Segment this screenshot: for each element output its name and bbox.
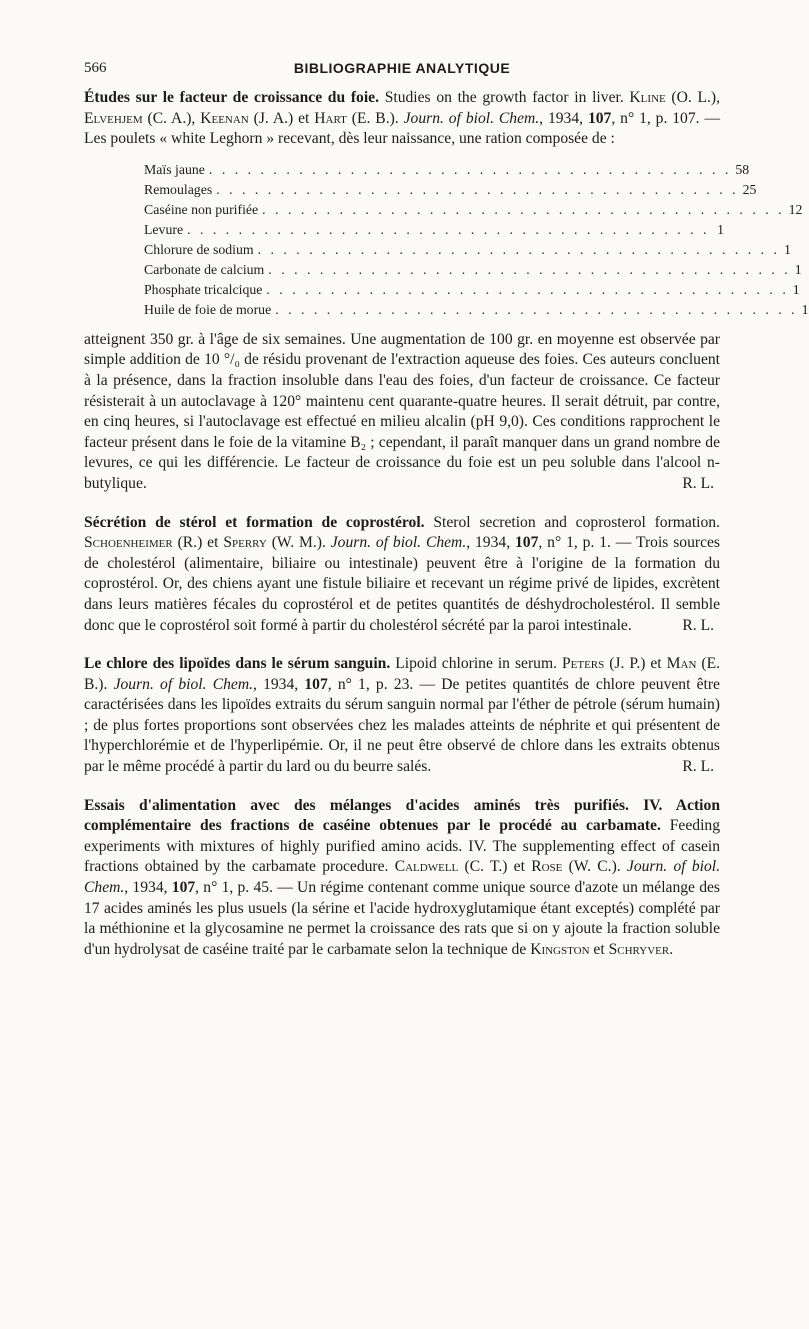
ingredient-name: Levure [144,221,184,237]
page-number: 566 [84,60,107,76]
ingredient-name: Maïs jaune [144,161,205,177]
citation-year: , 1934, [124,879,172,897]
author: Man [666,655,697,673]
citation-year: , 1934, [539,109,588,127]
author: Rose [531,858,563,876]
citation-rest: , n° 1, p. 107. — Les poulets « white Leghorn » recevant, dès leur naissance, une ration composée de : [84,109,721,148]
author: Peters [561,655,605,673]
author: Schryver [608,940,670,958]
article-amino-acid-feeding [84,796,720,961]
dot-leader: . . . . . . . . . . . . . . . . . . . . . . . . . . . . . . . . . . . . . . . . . [257,241,780,257]
dot-leader: . . . . . . . . . . . . . . . . . . . . . . . . . . . . . . . . . . . . . . . . . [268,261,791,277]
ration-row [144,240,791,260]
ingredient-name: Chlorure de sodium [144,241,254,257]
reviewer-initials: R. L. [682,758,714,776]
ingredient-name: Phosphate tricalcique [144,281,263,297]
author: Kingston [530,940,590,958]
journal-name: Journ. of biol. Chem. [84,858,720,897]
author-initials: (R.) et [172,534,224,552]
ingredient-name: Remoulages [144,181,213,197]
author: Sperry [223,534,267,552]
running-header [84,60,720,80]
english-title: Studies on the growth factor in liver. [379,89,630,106]
article-title: Essais d'alimentation avec des mélanges d'acides aminés très purifiés. IV. Action complémentaire des fractions de caséine obtenues par le procédé au carbamate. [84,796,720,835]
dot-leader: . . . . . . . . . . . . . . . . . . . . . . . . . . . . . . . . . . . . . . . . . [266,281,789,297]
author-initials: (C. T.) et [458,858,532,876]
body-text-end: . [669,940,674,958]
ingredient-quantity: 12 [788,201,803,217]
article-title: Études sur le facteur de croissance du foie. [84,89,379,106]
ration-row [144,160,750,180]
reviewer-initials: R. L. [682,616,714,634]
author: Hart [314,109,347,127]
ingredient-quantity: 1 [783,241,791,257]
author-initials: (C. A.), [142,109,201,127]
article-body [84,330,720,495]
dot-leader: . . . . . . . . . . . . . . . . . . . . . . . . . . . . . . . . . . . . . . . . . [216,181,739,197]
citation-year: , 1934, [252,675,305,693]
author-initials: (W. M.). [266,534,331,552]
article-title: Sécrétion de stérol et formation de coprostérol. [84,513,425,531]
ration-row [144,280,800,300]
volume: 107 [587,109,612,127]
volume: 107 [171,879,196,897]
ingredient-quantity: 1 [794,261,802,277]
article-intro [84,88,720,150]
journal-name: Journ. of biol. Chem. [403,109,540,127]
ingredient-quantity: 1 [717,221,724,237]
citation-year: , 1934, [466,534,515,552]
ingredient-name: Carbonate de calcium [144,261,265,277]
body-text: atteignent 350 gr. à l'âge de six semaines. Une augmentation de 100 gr. en moyenne est observée par simple addition de 10 °/₀ de résidu provenant de l'extraction aqueuse des foies. Ces auteurs concluent à la présence, dans la fraction insoluble dans l'eau des foies, d'un facteur de croissance. Ce facteur résisterait à un autoclavage à 120° maintenu cent quarante-quatre heures. Il serait détruit, par contre, en cinq heures, si l'autoclavage est effectué en milieu alcalin (pH 9,0). Ces conditions rapprochent le facteur présent dans le foie de la vitamine B₂ ; cependant, il paraît manquer dans un grand nombre de levures, ce qui les différencie. Le facteur de croissance du foie est un peu soluble dans l'alcool n-butylique. [84,330,720,492]
ration-row [144,180,757,200]
dot-leader: . . . . . . . . . . . . . . . . . . . . . . . . . . . . . . . . . . . . . . . . . [275,301,798,317]
ration-row [144,200,803,220]
author: Schoenheimer [84,534,173,552]
ration-row [144,260,802,280]
author: Keenan [200,109,249,127]
english-title: Feeding experiments with mixtures of highly purified amino acids. IV. The supplementing effect of casein fractions obtained by the carbamate procedure. [84,817,720,876]
article-liver-growth-factor [84,88,809,495]
body-text: , n° 1, p. 23. — De petites quantités de chlore peuvent être caractérisées dans les lipoïdes extraits du sérum sanguin normal par l'éther de pétrole (sérum humain) ; de plus fortes proportions sont observées chez les malades atteints de néphrite et qui présentent de l'hyperchlorémie et de l'hyperlipémie. Or, il ne peut être observé de chlore dans les extraits obtenus par le même procédé à partir du lard ou du beurre salés. [84,675,720,776]
author: Kline [629,89,666,106]
article-title: Le chlore des lipoïdes dans le sérum sanguin. [84,655,391,673]
author-initials: (O. L.), [665,89,720,106]
ingredient-name: Caséine non purifiée [144,201,259,217]
ingredient-quantity: 1 [792,281,800,297]
author: Elvehjem [84,109,143,127]
author-initials: (J. A.) et [248,109,315,127]
author-initials: (E. B.). [346,109,404,127]
english-title: Sterol secretion and coprosterol formation. [424,513,720,531]
article-lipoid-chlorine [84,654,720,778]
conjunction: et [589,940,609,958]
reviewer-initials: R. L. [682,474,714,492]
ingredient-name: Huile de foie de morue [144,301,272,317]
body-text: , n° 1, p. 45. — Un régime contenant comme unique source d'azote un mélange des 17 acides aminés les plus usuels (la sérine et l'acide hydroxyglutamique étant exceptés) complété par la méthionine et la glycosamine ne permet la croissance des rats que si on y ajoute la fraction soluble d'un hydrolysat de caséine traité par le carbamate selon la technique de [84,879,720,958]
article-text [84,654,720,778]
dot-leader: . . . . . . . . . . . . . . . . . . . . . . . . . . . . . . . . . . . . . . . . . [187,221,710,237]
volume: 107 [304,675,328,693]
journal-name: Journ. of biol. Chem. [330,534,467,552]
english-title: Lipoid chlorine in serum. [390,655,562,673]
ration-table [144,160,809,320]
author: Caldwell [394,858,459,876]
ingredient-quantity: 1 [801,301,809,317]
dot-leader: . . . . . . . . . . . . . . . . . . . . . . . . . . . . . . . . . . . . . . . . . [208,161,732,177]
article-sterol-secretion [84,513,720,637]
journal-name: Journ. of biol. Chem. [113,675,253,693]
author-initials: (W. C.). [562,858,627,876]
article-text [84,796,720,961]
author-initials: (E. B.). [84,655,721,693]
dot-leader: . . . . . . . . . . . . . . . . . . . . . . . . . . . . . . . . . . . . . . . . . [262,201,785,217]
ingredient-quantity: 58 [735,161,750,177]
ration-row [144,220,724,240]
ration-row [144,300,809,320]
running-title: BIBLIOGRAPHIE ANALYTIQUE [293,60,511,76]
article-text [84,513,720,637]
volume: 107 [514,534,539,552]
body-text: , n° 1, p. 1. — Trois sources de cholestérol (alimentaire, biliaire ou intestinale) peuvent être à l'origine de la formation du coprostérol. Or, des chiens ayant une fistule biliaire et recevant un régime privé de lipides, excrètent dans leurs matières fécales du coprostérol et de petites quantités de déshydrocholestérol. Il semble donc que le coprostérol soit formé à partir du cholestérol sécrété par la paroi intestinale. [84,534,720,634]
ingredient-quantity: 25 [742,181,757,197]
author-initials: (J. P.) et [604,655,667,673]
